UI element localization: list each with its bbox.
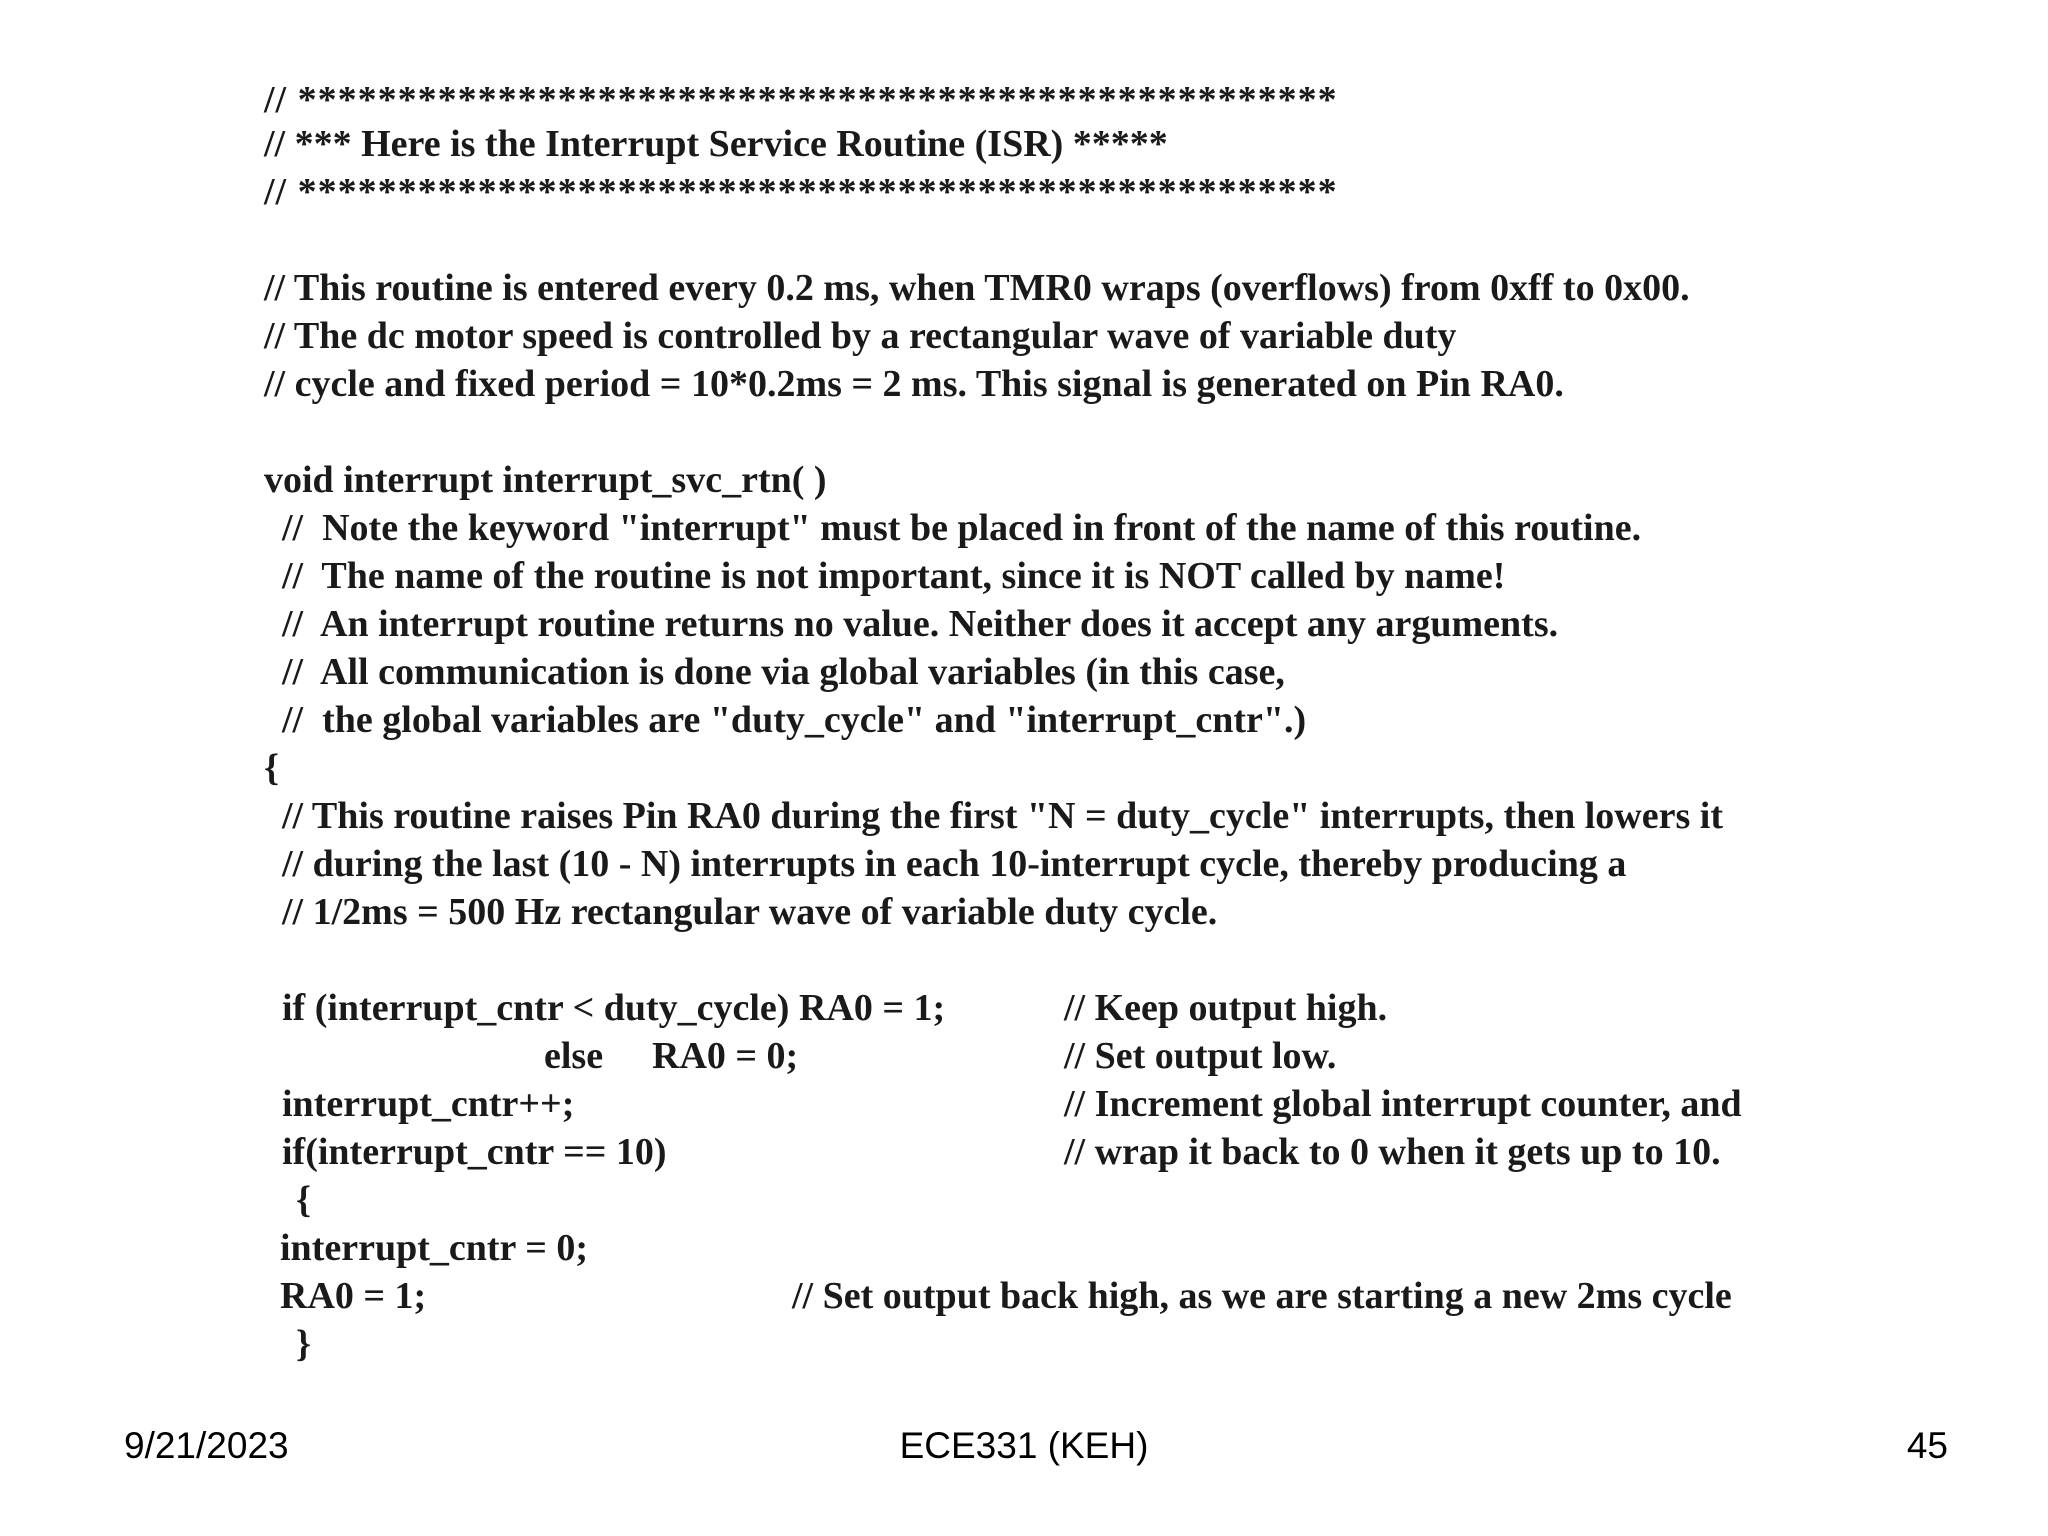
inner-open-brace: { xyxy=(296,1179,311,1221)
header-stars-bottom: // **************************************************** xyxy=(264,171,1338,213)
open-brace: { xyxy=(264,747,279,789)
comment-set-ra0: // Set output back high, as we are starting a new 2ms cycle xyxy=(792,1275,1732,1317)
note-line-3: // An interrupt routine returns no value. Neither does it accept any arguments. xyxy=(282,603,1559,645)
note-line-4: // All communication is done via global variables (in this case, xyxy=(282,651,1285,693)
comment-else: // Set output low. xyxy=(1064,1035,1337,1077)
stmt-reset-counter: interrupt_cntr = 0; xyxy=(280,1227,589,1269)
function-signature: void interrupt interrupt_svc_rtn( ) xyxy=(264,459,827,501)
header-stars-top: // **************************************************** xyxy=(264,79,1338,121)
note-line-5: // the global variables are "duty_cycle" and "interrupt_cntr".) xyxy=(282,699,1307,741)
body-comment-2: // during the last (10 - N) interrupts in each 10-interrupt cycle, thereby producing a xyxy=(282,843,1627,885)
comment-increment: // Increment global interrupt counter, and xyxy=(1064,1083,1742,1125)
intro-line-3: // cycle and fixed period = 10*0.2ms = 2 ms. This signal is generated on Pin RA0. xyxy=(264,363,1564,405)
comment-if: // Keep output high. xyxy=(1064,987,1388,1029)
note-line-2: // The name of the routine is not important, since it is NOT called by name! xyxy=(282,555,1506,597)
footer-page-number: 45 xyxy=(1906,1425,1948,1466)
stmt-if: if (interrupt_cntr < duty_cycle) RA0 = 1; xyxy=(282,987,946,1029)
stmt-set-ra0: RA0 = 1; xyxy=(280,1275,427,1317)
body-comment-3: // 1/2ms = 500 Hz rectangular wave of variable duty cycle. xyxy=(282,891,1218,933)
footer-course: ECE331 (KEH) xyxy=(899,1425,1149,1466)
header-title: // *** Here is the Interrupt Service Routine (ISR) ***** xyxy=(264,123,1168,165)
inner-close-brace: } xyxy=(296,1323,311,1365)
intro-line-2: // The dc motor speed is controlled by a rectangular wave of variable duty xyxy=(264,315,1457,357)
footer-date: 9/21/2023 xyxy=(124,1425,289,1466)
stmt-increment: interrupt_cntr++; xyxy=(282,1083,575,1125)
comment-if-wrap: // wrap it back to 0 when it gets up to 10. xyxy=(1064,1131,1721,1173)
body-comment-1: // This routine raises Pin RA0 during the first "N = duty_cycle" interrupts, then lowers it xyxy=(282,795,1723,837)
note-line-1: // Note the keyword "interrupt" must be placed in front of the name of this routine. xyxy=(282,507,1642,549)
stmt-if-wrap: if(interrupt_cntr == 10) xyxy=(282,1131,667,1173)
stmt-else-body: RA0 = 0; xyxy=(652,1035,799,1077)
intro-line-1: // This routine is entered every 0.2 ms, when TMR0 wraps (overflows) from 0xff to 0x00. xyxy=(264,267,1690,309)
stmt-else-keyword: else xyxy=(544,1035,604,1077)
